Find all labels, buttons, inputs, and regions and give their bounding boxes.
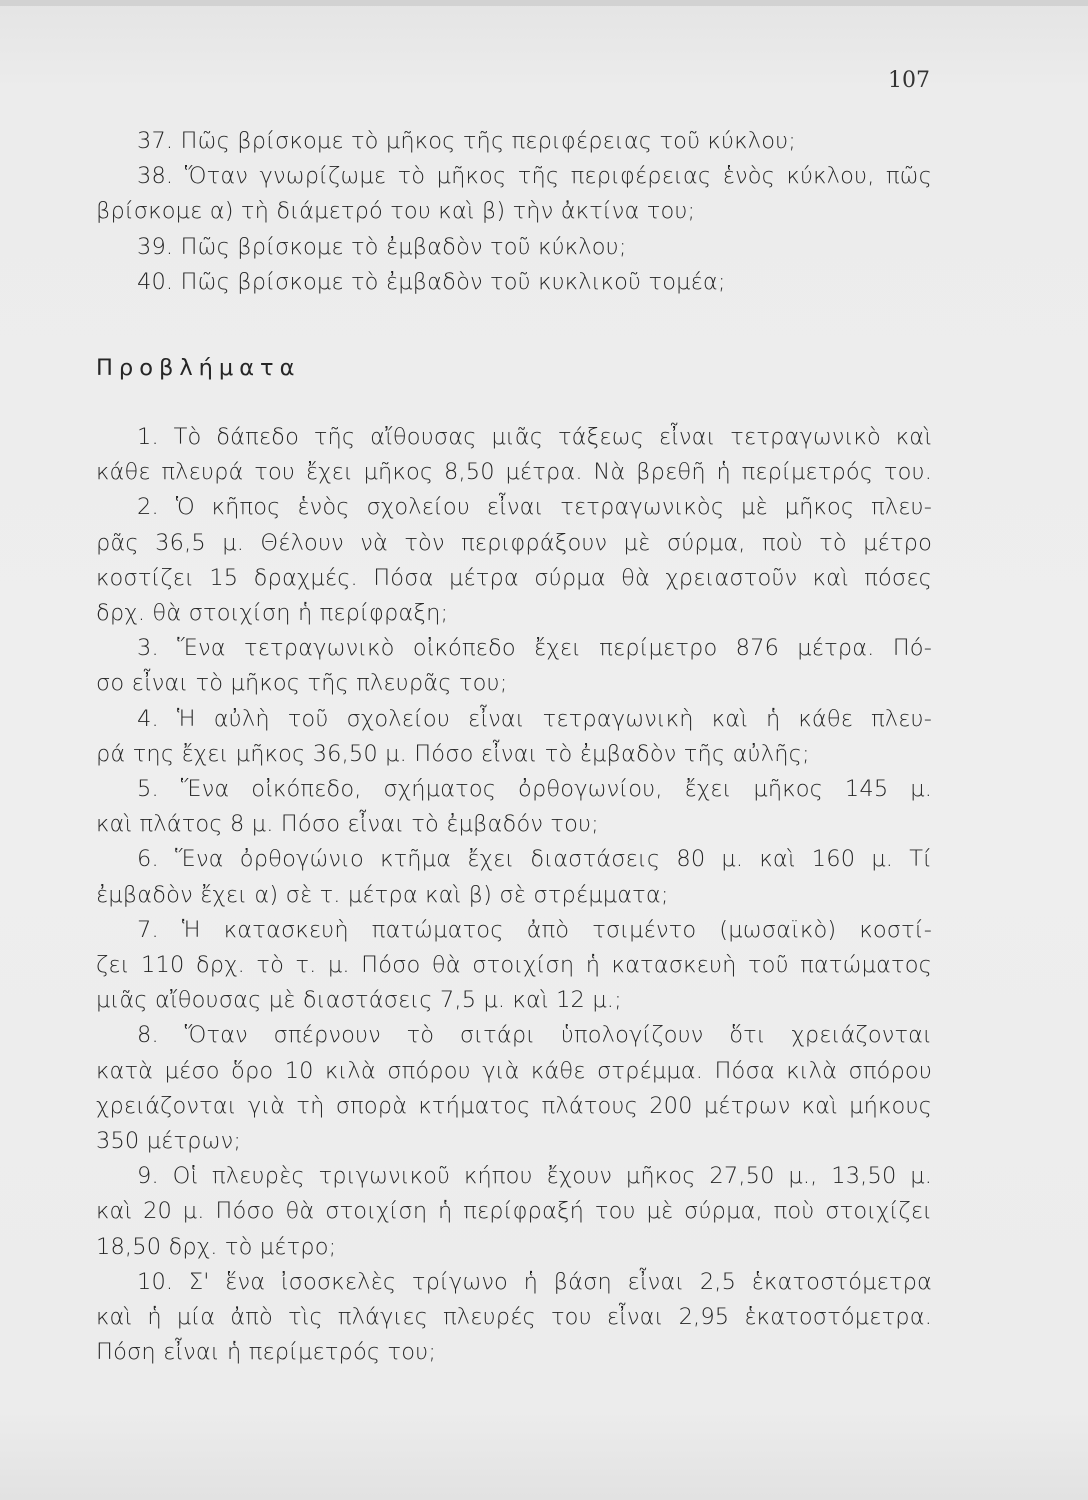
problem-1-cont: κάθε πλευρά του ἔχει μῆκος 8,50 μέτρα. Νὰ βρεθῆ ἡ περίμετρός του. (96, 459, 932, 486)
question-38: 38. Ὅταν γνωρίζωμε τὸ μῆκος τῆς περιφέρειας ἑνὸς κύκλου, πῶς (137, 163, 932, 190)
problem-8-cont: 350 μέτρων; (96, 1128, 242, 1155)
problem-10: 10. Σ' ἕνα ἰσοσκελὲς τρίγωνο ἡ βάση εἶναι 2,5 ἑκατοστόμετρα (137, 1268, 932, 1295)
problem-2-cont: δρχ. θὰ στοιχίση ἡ περίφραξη; (96, 600, 449, 627)
page-number: 107 (888, 68, 930, 93)
problem-7-cont: ζει 110 δρχ. τὸ τ. μ. Πόσο θὰ στοιχίση ἡ κατασκευὴ τοῦ πατώματος (96, 952, 932, 979)
question-38-cont: βρίσκομε α) τὴ διάμετρό του καὶ β) τὴν ἀκτίνα του; (96, 198, 696, 225)
page-content (96, 124, 932, 1371)
problem-5-cont: καὶ πλάτος 8 μ. Πόσο εἶναι τὸ ἐμβαδόν του; (96, 811, 599, 838)
problem-8-cont: χρειάζονται γιὰ τὴ σπορὰ κτήματος πλάτους 200 μέτρων καὶ μήκους (96, 1092, 932, 1119)
problem-9-cont: καὶ 20 μ. Πόσο θὰ στοιχίση ἡ περίφραξή του μὲ σύρμα, ποὺ στοιχίζει (96, 1198, 932, 1225)
problem-5: 5. Ἕνα οἰκόπεδο, σχήματος ὀρθογωνίου, ἔχει μῆκος 145 μ. (137, 776, 932, 803)
problem-2-cont: ρᾶς 36,5 μ. Θέλουν νὰ τὸν περιφράξουν μὲ σύρμα, ποὺ τὸ μέτρο (96, 529, 932, 556)
page-edge (0, 0, 1088, 6)
problem-4: 4. Ἡ αὐλὴ τοῦ σχολείου εἶναι τετραγωνικὴ καὶ ἡ κάθε πλευ- (137, 705, 932, 732)
problem-3: 3. Ἕνα τετραγωνικὸ οἰκόπεδο ἔχει περίμετρο 876 μέτρα. Πό- (137, 635, 932, 662)
question-39: 39. Πῶς βρίσκομε τὸ ἐμβαδὸν τοῦ κύκλου; (137, 233, 627, 260)
question-37: 37. Πῶς βρίσκομε τὸ μῆκος τῆς περιφέρειας τοῦ κύκλου; (137, 128, 797, 154)
problem-8: 8. Ὅταν σπέρνουν τὸ σιτάρι ὑπολογίζουν ὅτι χρειάζονται (137, 1022, 932, 1049)
problem-6: 6. Ἕνα ὀρθογώνιο κτῆμα ἔχει διαστάσεις 80 μ. καὶ 160 μ. Τί (137, 846, 932, 873)
problem-7: 7. Ἡ κατασκευὴ πατώματος ἀπὸ τσιμέντο (μωσαϊκὸ) κοστί- (137, 916, 932, 943)
problem-9: 9. Οἱ πλευρὲς τριγωνικοῦ κήπου ἔχουν μῆκος 27,50 μ., 13,50 μ. (137, 1163, 932, 1190)
problem-8-cont: κατὰ μέσο ὅρο 10 κιλὰ σπόρου γιὰ κάθε στρέμμα. Πόσα κιλὰ σπόρου (96, 1057, 932, 1084)
questions-section (96, 124, 932, 300)
problem-7-cont: μιᾶς αἴθουσας μὲ διαστάσεις 7,5 μ. καὶ 12 μ.; (96, 987, 622, 1014)
problem-6-cont: ἐμβαδὸν ἔχει α) σὲ τ. μέτρα καὶ β) σὲ στρέμματα; (96, 881, 669, 908)
problem-4-cont: ρά της ἔχει μῆκος 36,50 μ. Πόσο εἶναι τὸ ἐμβαδὸν τῆς αὐλῆς; (96, 740, 810, 767)
problems-section (96, 420, 932, 1370)
section-heading: Προβλήματα (96, 355, 301, 382)
problem-10-cont: Πόση εἶναι ἡ περίμετρός του; (96, 1339, 437, 1366)
problem-10-cont: καὶ ἡ μία ἀπὸ τὶς πλάγιες πλευρές του εἶναι 2,95 ἑκατοστόμετρα. (96, 1304, 932, 1331)
problem-3-cont: σο εἶναι τὸ μῆκος τῆς πλευρᾶς του; (96, 670, 508, 697)
question-40: 40. Πῶς βρίσκομε τὸ ἐμβαδὸν τοῦ κυκλικοῦ τομέα; (137, 268, 726, 295)
problem-1: 1. Τὸ δάπεδο τῆς αἴθουσας μιᾶς τάξεως εἶναι τετραγωνικὸ καὶ (137, 424, 932, 451)
problem-2: 2. Ὁ κῆπος ἑνὸς σχολείου εἶναι τετραγωνικὸς μὲ μῆκος πλευ- (137, 494, 932, 521)
problem-9-cont: 18,50 δρχ. τὸ μέτρο; (96, 1233, 337, 1260)
problem-2-cont: κοστίζει 15 δραχμές. Πόσα μέτρα σύρμα θὰ χρειαστοῦν καὶ πόσες (96, 564, 932, 591)
